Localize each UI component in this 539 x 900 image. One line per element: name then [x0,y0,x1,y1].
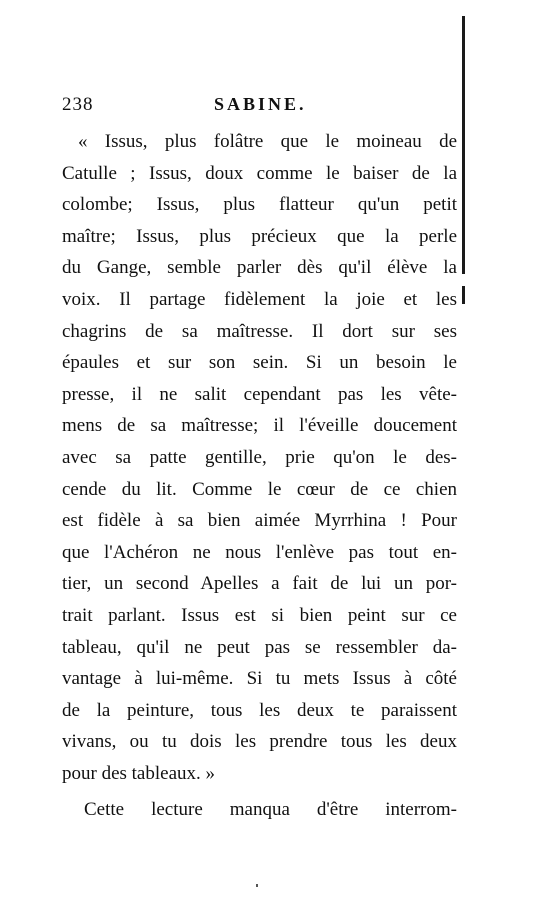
next-paragraph-line: Cette lecture manqua d'être interrom- [84,799,457,820]
text-line: est fidèle à sa bien aimée Myrrhina ! Pour [62,510,457,532]
text-line: mens de sa maîtresse; il l'éveille doucement [62,415,457,437]
quoted-passage [62,126,457,789]
text-line: vantage à lui-même. Si tu mets Issus à côté [62,668,457,690]
page-edge-rule [462,16,465,274]
text-line: Catulle ; Issus, doux comme le baiser de la [62,162,457,184]
text-line: vivans, ou tu dois les prendre tous les deux [62,731,457,753]
text-line: que l'Achéron ne nous l'enlève pas tout en- [62,541,457,563]
text-line: maître; Issus, plus précieux que la perle [62,225,457,247]
text-line: de la peinture, tous les deux te paraissent [62,699,457,721]
text-line: avec sa patte gentille, prie qu'on le des- [62,446,457,468]
text-line: épaules et sur son sein. Si un besoin le [62,352,457,374]
text-line: du Gange, semble parler dès qu'il élève la [62,257,457,279]
text-line: colombe; Issus, plus flatteur qu'un petit [62,194,457,216]
text-line: presse, il ne salit cependant pas les vête- [62,383,457,405]
running-title: SABINE. [214,94,307,114]
text-line: pour des tableaux. » [62,762,216,784]
running-head [62,94,457,124]
text-line: tier, un second Apelles a fait de lui un por- [62,573,457,595]
text-line: tableau, qu'il ne peut pas se ressembler da- [62,636,457,658]
page-speck [256,884,258,887]
text-line: chagrins de sa maîtresse. Il dort sur ses [62,320,457,342]
text-line: cende du lit. Comme le cœur de ce chien [62,478,457,500]
text-line: trait parlant. Issus est si bien peint sur ce [62,604,457,626]
page-edge-mark [462,286,465,304]
page-number: 238 [62,94,94,115]
text-line: voix. Il partage fidèlement la joie et les [62,288,457,310]
text-line: « Issus, plus folâtre que le moineau de [78,131,457,152]
